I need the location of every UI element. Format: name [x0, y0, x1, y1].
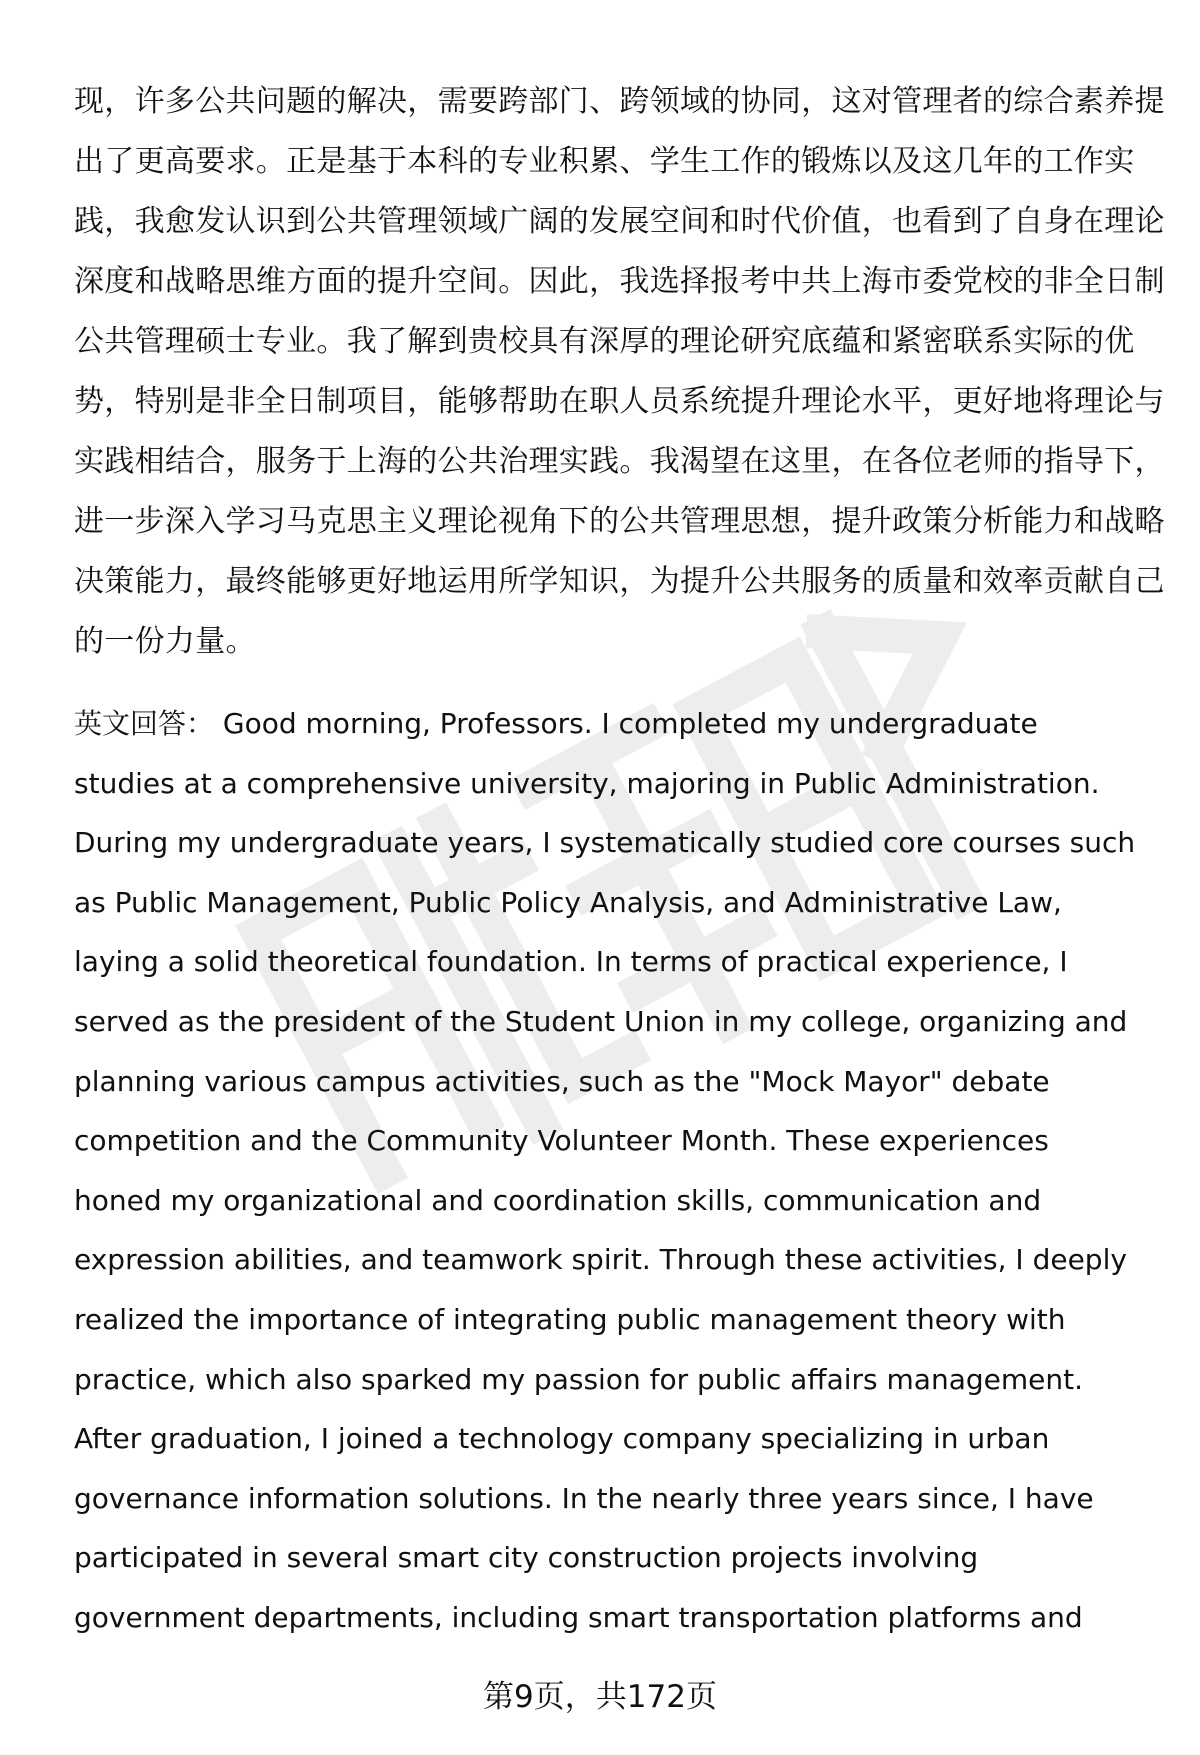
english-line: 英文回答： Good morning, Professors. I completed my undergraduate: [74, 707, 1038, 740]
chinese-line: 决策能力，最终能够更好地运用所学知识，为提升公共服务的质量和效率贡献自己: [74, 564, 1165, 599]
chinese-line: 的一份力量。: [74, 624, 256, 659]
chinese-answer-paragraph: [74, 72, 1165, 672]
english-line: studies at a comprehensive university, majoring in Public Administration.: [74, 766, 1100, 800]
chinese-line: 践，我愈发认识到公共管理领域广阔的发展空间和时代价值，也看到了自身在理论: [74, 204, 1165, 239]
english-line: During my undergraduate years, I systematically studied core courses such: [74, 826, 1136, 860]
english-line: expression abilities, and teamwork spirit. Through these activities, I deeply: [74, 1243, 1127, 1277]
english-line: practice, which also sparked my passion for public affairs management.: [74, 1362, 1083, 1396]
chinese-line: 出了更高要求。正是基于本科的专业积累、学生工作的锻炼以及这几年的工作实: [74, 144, 1135, 179]
english-line: honed my organizational and coordination skills, communication and: [74, 1183, 1042, 1217]
english-line: planning various campus activities, such as the "Mock Mayor" debate: [74, 1064, 1050, 1098]
chinese-line: 公共管理硕士专业。我了解到贵校具有深厚的理论研究底蕴和紧密联系实际的优: [74, 324, 1135, 359]
english-line: as Public Management, Public Policy Analysis, and Administrative Law,: [74, 885, 1062, 919]
english-line: served as the president of the Student Union in my college, organizing and: [74, 1004, 1128, 1038]
chinese-line: 势，特别是非全日制项目，能够帮助在职人员系统提升理论水平，更好地将理论与: [74, 384, 1165, 419]
english-line: realized the importance of integrating public management theory with: [74, 1302, 1066, 1336]
english-line: participated in several smart city construction projects involving: [74, 1541, 979, 1575]
chinese-line: 深度和战略思维方面的提升空间。因此，我选择报考中共上海市委党校的非全日制: [74, 264, 1165, 299]
english-line: government departments, including smart transportation platforms and: [74, 1600, 1083, 1634]
english-line: competition and the Community Volunteer Month. These experiences: [74, 1124, 1049, 1158]
chinese-line: 进一步深入学习马克思主义理论视角下的公共管理思想，提升政策分析能力和战略: [74, 504, 1165, 539]
english-line: governance information solutions. In the nearly three years since, I have: [74, 1481, 1094, 1515]
english-line: After graduation, I joined a technology company specializing in urban: [74, 1422, 1050, 1456]
english-line: laying a solid theoretical foundation. In terms of practical experience, I: [74, 945, 1068, 979]
english-answer-paragraph: [74, 694, 1134, 1648]
chinese-line: 现，许多公共问题的解决，需要跨部门、跨领域的协同，这对管理者的综合素养提: [74, 84, 1165, 119]
chinese-line: 实践相结合，服务于上海的公共治理实践。我渴望在这里，在各位老师的指导下，: [74, 444, 1165, 479]
page-number-footer: 第9页，共172页: [483, 1679, 717, 1715]
